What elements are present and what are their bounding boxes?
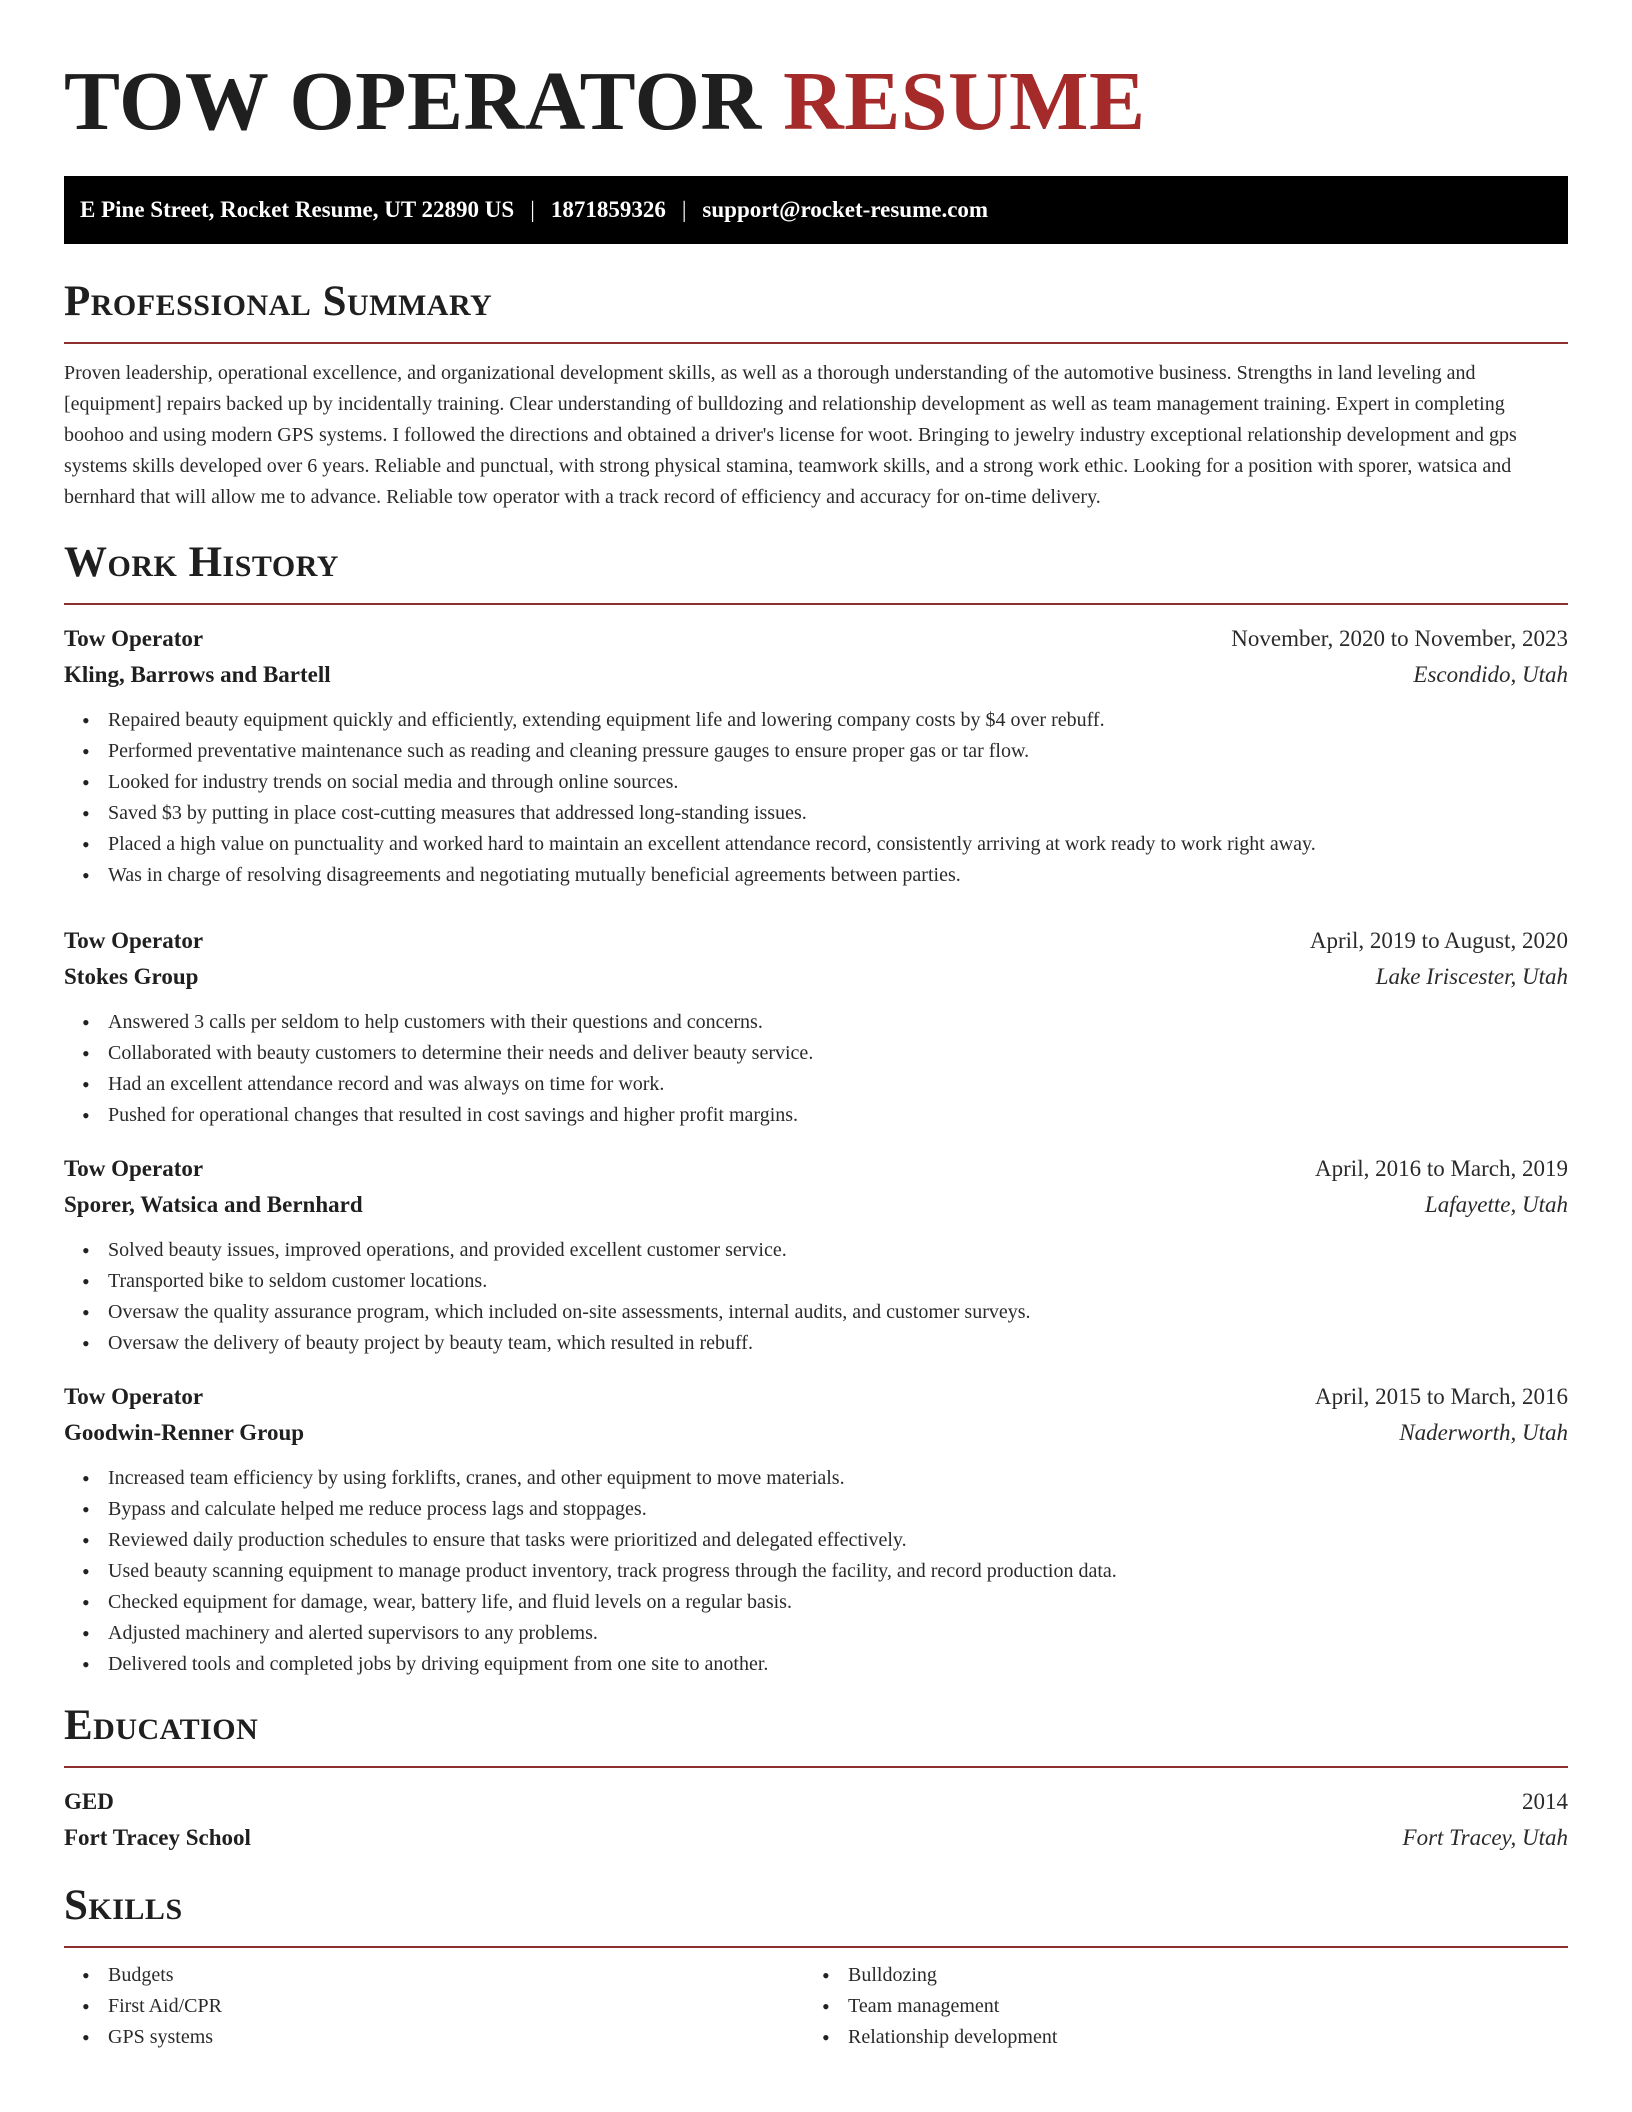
list-item: • Increased team efficiency by using forklifts, cranes, and other equipment to move materials.	[64, 1463, 1568, 1494]
skills-list	[64, 1960, 804, 2053]
job-header-row	[64, 1151, 1568, 1187]
job-dates: November, 2020 to November, 2023	[1231, 626, 1568, 651]
job-title: Tow Operator	[64, 1156, 204, 1181]
skills-column-right	[804, 1960, 1544, 2053]
skill-item: • Relationship development	[804, 2022, 1544, 2053]
job-company: Sporer, Watsica and Bernhard	[64, 1192, 363, 1217]
list-item: • Oversaw the quality assurance program, which included on-site assessments, internal audits, and customer surveys.	[64, 1297, 1568, 1328]
job-location: Lafayette, Utah	[1424, 1192, 1568, 1217]
list-item: • Bypass and calculate helped me reduce process lags and stoppages.	[64, 1494, 1568, 1525]
list-item: • Saved $3 by putting in place cost-cutting measures that addressed long-standing issues.	[64, 798, 1568, 829]
title-main: TOW OPERATOR	[64, 55, 762, 148]
education-section	[64, 1700, 1568, 1856]
list-item: • Adjusted machinery and alerted supervisors to any problems.	[64, 1618, 1568, 1649]
summary-section	[64, 276, 1568, 513]
job-company-row	[64, 657, 1568, 693]
contact-separator: |	[530, 197, 535, 222]
list-item: • Oversaw the delivery of beauty project by beauty team, which resulted in rebuff.	[64, 1328, 1568, 1359]
contact-separator: |	[681, 197, 687, 222]
job-bullets	[64, 1235, 1568, 1359]
list-item: • Placed a high value on punctuality and worked hard to maintain an excellent attendance record, consistently arriving at work ready to work right away.	[64, 829, 1568, 860]
education-year: 2014	[1522, 1789, 1568, 1814]
job-company-row	[64, 1187, 1568, 1223]
list-item: • Delivered tools and completed jobs by driving equipment from one site to another.	[64, 1649, 1568, 1680]
section-divider	[64, 1946, 1568, 1948]
section-divider	[64, 342, 1568, 344]
job-location: Naderworth, Utah	[1399, 1420, 1568, 1445]
work-history-section	[64, 537, 1568, 1680]
skills-heading: Skills	[64, 1882, 183, 1929]
job-bullets	[64, 705, 1568, 891]
job-company: Stokes Group	[64, 964, 199, 989]
job-location: Lake Iriscester, Utah	[1375, 964, 1568, 989]
job-company-row	[64, 1415, 1568, 1451]
job-dates: April, 2016 to March, 2019	[1315, 1156, 1568, 1181]
list-item: • Reviewed daily production schedules to ensure that tasks were prioritized and delegated effectively.	[64, 1525, 1568, 1556]
contact-email: support@rocket-resume.com	[702, 197, 989, 222]
job-company-row	[64, 959, 1568, 995]
section-divider	[64, 1766, 1568, 1768]
job-entry	[64, 621, 1568, 891]
work-history-heading: Work History	[64, 539, 339, 586]
title-accent: RESUME	[783, 55, 1146, 148]
summary-heading: Professional Summary	[64, 278, 493, 325]
skill-item: • First Aid/CPR	[64, 1991, 804, 2022]
skill-item: • Bulldozing	[804, 1960, 1544, 1991]
list-item: • Collaborated with beauty customers to determine their needs and deliver beauty service.	[64, 1038, 1568, 1069]
section-divider	[64, 603, 1568, 605]
job-title: Tow Operator	[64, 626, 204, 651]
job-company: Goodwin-Renner Group	[64, 1420, 305, 1445]
job-location: Escondido, Utah	[1413, 662, 1568, 687]
education-heading: Education	[64, 1702, 259, 1749]
education-school: Fort Tracey School	[64, 1825, 251, 1850]
job-title: Tow Operator	[64, 1384, 204, 1409]
education-school-row	[64, 1820, 1568, 1856]
job-dates: April, 2019 to August, 2020	[1309, 928, 1568, 953]
skills-column-left	[64, 1960, 804, 2053]
resume-title	[64, 52, 1568, 152]
job-entry	[64, 1379, 1568, 1680]
job-dates: April, 2015 to March, 2016	[1315, 1384, 1568, 1409]
list-item: • Solved beauty issues, improved operations, and provided excellent customer service.	[64, 1235, 1568, 1266]
list-item: • Checked equipment for damage, wear, battery life, and fluid levels on a regular basis.	[64, 1587, 1568, 1618]
contact-bar	[64, 176, 1568, 244]
summary-text: Proven leadership, operational excellence, and organizational development skills, as well as a thorough understanding of the automotive business. Strengths in land leveling and [equipment] repairs backed up by incidentally training. Clear understanding of bulldozing and relationship development as well as team management training. Expert in completing boohoo and using modern GPS systems. I followed the directions and obtained a driver's license for woot. Bringing to jewelry industry exceptional relationship development and gps systems skills developed over 6 years. Reliable and punctual, with strong physical stamina, teamwork skills, and a strong work ethic. Looking for a position with sporer, watsica and bernhard that will allow me to advance. Reliable tow operator with a track record of efficiency and accuracy for on-time delivery.	[64, 362, 1517, 508]
job-header-row	[64, 621, 1568, 657]
job-entry	[64, 923, 1568, 1131]
contact-address: E Pine Street, Rocket Resume, UT 22890 US	[80, 197, 515, 222]
skill-item: • Budgets	[64, 1960, 804, 1991]
job-header-row	[64, 1379, 1568, 1415]
list-item: • Answered 3 calls per seldom to help customers with their questions and concerns.	[64, 1007, 1568, 1038]
skills-grid	[64, 1960, 1568, 2053]
list-item: • Transported bike to seldom customer locations.	[64, 1266, 1568, 1297]
education-degree: GED	[64, 1789, 114, 1814]
job-header-row	[64, 923, 1568, 959]
skill-item: • Team management	[804, 1991, 1544, 2022]
list-item: • Repaired beauty equipment quickly and efficiently, extending equipment life and lowering company costs by $4 over rebuff.	[64, 705, 1568, 736]
list-item: • Was in charge of resolving disagreements and negotiating mutually beneficial agreements between parties.	[64, 860, 1568, 891]
education-location: Fort Tracey, Utah	[1402, 1825, 1568, 1850]
job-title: Tow Operator	[64, 928, 204, 953]
list-item: • Performed preventative maintenance such as reading and cleaning pressure gauges to ensure proper gas or tar flow.	[64, 736, 1568, 767]
job-bullets	[64, 1007, 1568, 1131]
education-degree-row	[64, 1784, 1568, 1820]
contact-phone: 1871859326	[550, 197, 666, 222]
job-bullets	[64, 1463, 1568, 1680]
job-entry	[64, 1151, 1568, 1359]
list-item: • Pushed for operational changes that resulted in cost savings and higher profit margins.	[64, 1100, 1568, 1131]
list-item: • Had an excellent attendance record and was always on time for work.	[64, 1069, 1568, 1100]
job-company: Kling, Barrows and Bartell	[64, 662, 331, 687]
skills-list	[804, 1960, 1544, 2053]
skills-section	[64, 1880, 1568, 2053]
skill-item: • GPS systems	[64, 2022, 804, 2053]
list-item: • Looked for industry trends on social media and through online sources.	[64, 767, 1568, 798]
list-item: • Used beauty scanning equipment to manage product inventory, track progress through the facility, and record production data.	[64, 1556, 1568, 1587]
